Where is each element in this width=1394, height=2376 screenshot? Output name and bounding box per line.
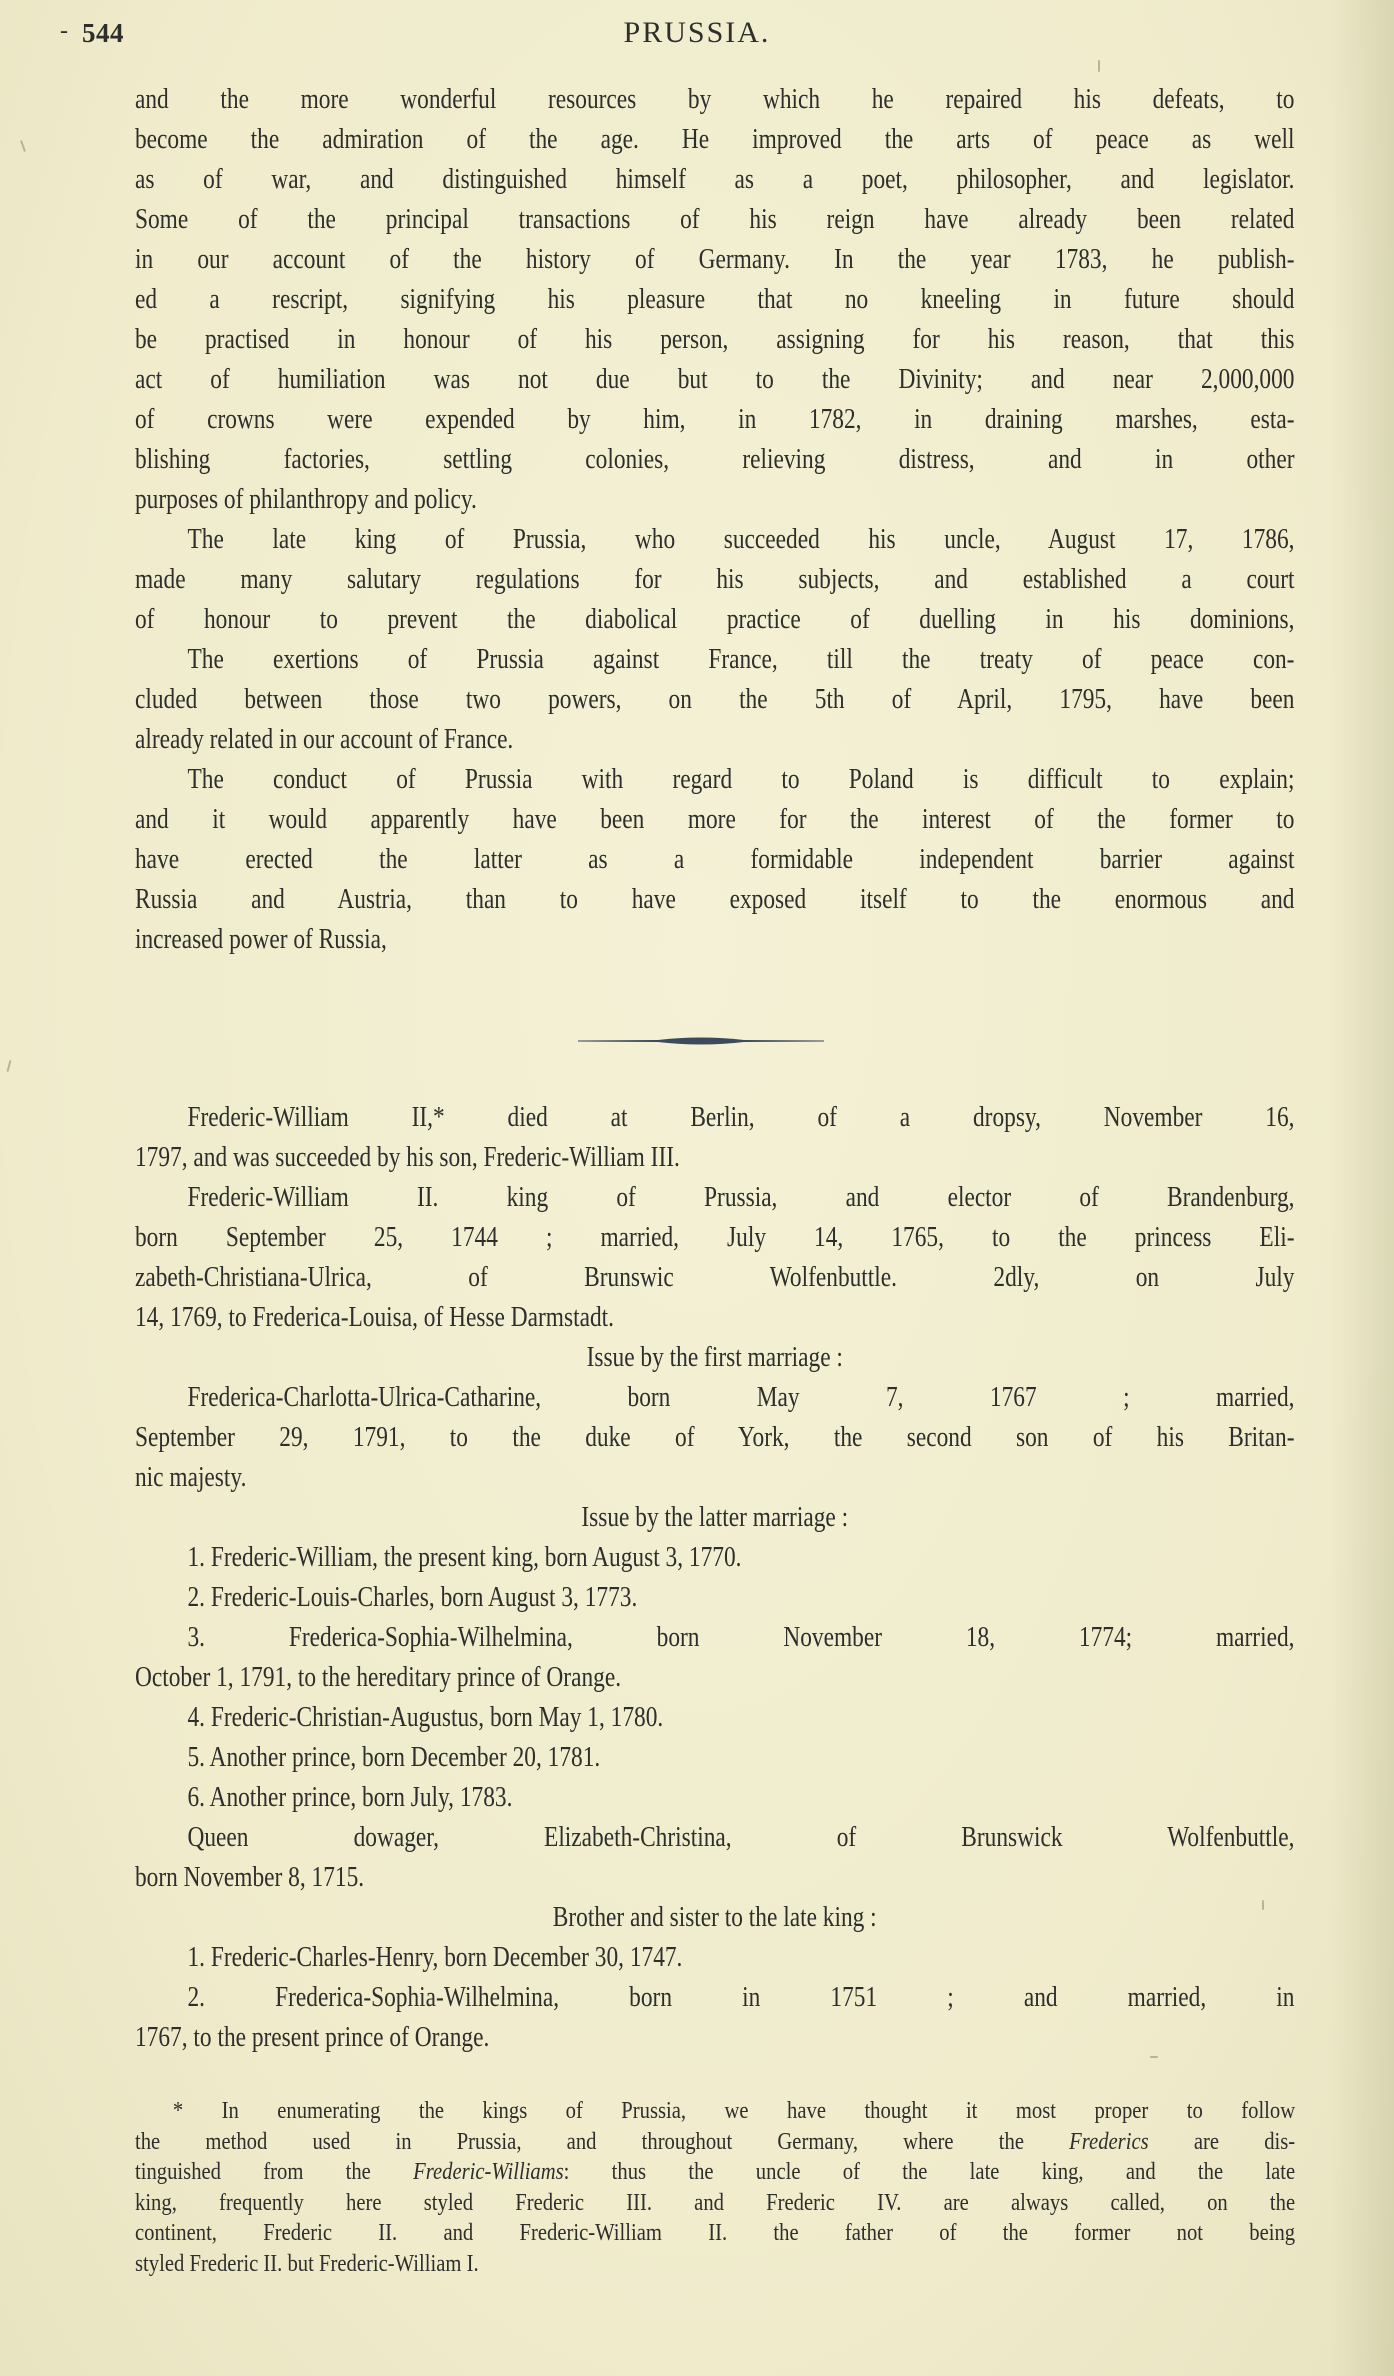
running-head (0, 10, 1394, 50)
list-item: 3. Frederica-Sophia-Wilhelmina, born November 18, 1774; married, (187, 1622, 1295, 1653)
text-line: born November 8, 1715. (135, 1862, 365, 1893)
footnote-line: * In enumerating the kings of Prussia, we have thought it most proper to follow (172, 2098, 1296, 2124)
body-text-a (135, 80, 1294, 960)
paragraph-start: Queen dowager, Elizabeth-Christina, of Brunswick Wolfenbuttle, (187, 1822, 1295, 1853)
text-line: and the more wonderful resources by which he repaired his defeats, to (135, 84, 1295, 115)
text-line: purposes of philanthropy and policy. (135, 484, 477, 515)
text-line: made many salutary regulations for his subjects, and established a court (135, 564, 1295, 595)
body-text-b (135, 1098, 1294, 2058)
page-edge-mark: - (60, 18, 68, 44)
footnote-line: continent, Frederic II. and Frederic-William II. the father of the former not being (135, 2220, 1296, 2246)
footnote-line: styled Frederic II. but Frederic-William I. (135, 2250, 479, 2277)
paper-speck (1098, 60, 1100, 72)
text-line: Russia and Austria, than to have exposed itself to the enormous and (135, 884, 1295, 915)
text-line: 1767, to the present prince of Orange. (135, 2022, 490, 2053)
text-line: September 29, 1791, to the duke of York, the second son of his Britan- (135, 1422, 1295, 1453)
text-line: born September 25, 1744 ; married, July 14, 1765, to the princess Eli- (135, 1222, 1295, 1253)
subheading-siblings: Brother and sister to the late king : (552, 1902, 877, 1933)
paragraph-start: The late king of Prussia, who succeeded his uncle, August 17, 1786, (187, 524, 1295, 555)
paragraph-start: The exertions of Prussia against France, till the treaty of peace con- (187, 644, 1295, 675)
footnote-marker: * (172, 2098, 184, 2124)
subheading-latter-marriage: Issue by the latter marriage : (581, 1502, 849, 1533)
subheading-first-marriage: Issue by the first marriage : (586, 1342, 843, 1373)
paper-speck (1150, 2056, 1158, 2058)
list-item: 6. Another prince, born July, 1783. (187, 1782, 513, 1813)
text-line: of crowns were expended by him, in 1782, in draining marshes, esta- (135, 404, 1295, 435)
text-line: Some of the principal transactions of his reign have already been related (135, 204, 1295, 235)
list-item: 5. Another prince, born December 20, 1781. (187, 1742, 601, 1773)
paper-speck (6, 1060, 11, 1072)
list-item: 4. Frederic-Christian-Augustus, born May 1, 1780. (187, 1702, 664, 1733)
text-line: ed a rescript, signifying his pleasure that no kneeling in future should (135, 284, 1295, 315)
list-item: 2. Frederica-Sophia-Wilhelmina, born in 1751 ; and married, in (187, 1982, 1295, 2013)
text-line: in our account of the history of Germany. In the year 1783, he publish- (135, 244, 1295, 275)
text-line: cluded between those two powers, on the 5th of April, 1795, have been (135, 684, 1295, 715)
list-item: 2. Frederic-Louis-Charles, born August 3, 1773. (187, 1582, 638, 1613)
italic-term: Frederic-Williams (413, 2159, 564, 2185)
footnote (135, 2096, 1295, 2279)
footnote-line: king, frequently here styled Frederic III. and Frederic IV. are always called, on the (135, 2189, 1296, 2216)
list-item: 1. Frederic-Charles-Henry, born December 30, 1747. (187, 1942, 683, 1973)
footnote-line: tinguished from the Frederic-Williams: thus the uncle of the late king, and the late (135, 2159, 1296, 2185)
paragraph-start: The conduct of Prussia with regard to Poland is difficult to explain; (187, 764, 1295, 795)
text-line: and it would apparently have been more for the interest of the former to (135, 804, 1295, 835)
text-line: act of humiliation was not due but to the Divinity; and near 2,000,000 (135, 364, 1295, 395)
section-divider-ornament (578, 1036, 824, 1046)
text-line: be practised in honour of his person, assigning for his reason, that this (135, 324, 1295, 355)
text-line: October 1, 1791, to the hereditary prince of Orange. (135, 1662, 622, 1693)
text-line: increased power of Russia, (135, 924, 387, 955)
section-frederic-ii-reign (135, 80, 1295, 960)
text-line: 1797, and was succeeded by his son, Frederic-William III. (135, 1142, 680, 1173)
paragraph-start: Frederic-William II. king of Prussia, and elector of Brandenburg, (187, 1182, 1295, 1213)
footnote-line: the method used in Prussia, and throughout Germany, where the Frederics are dis- (135, 2128, 1296, 2155)
paragraph-start: Frederic-William II,* died at Berlin, of a dropsy, November 16, (187, 1102, 1295, 1133)
text-line: nic majesty. (135, 1462, 247, 1493)
footnote-text (135, 2096, 1295, 2279)
text-line: become the admiration of the age. He improved the arts of peace as well (135, 124, 1295, 155)
paper-speck (1262, 1900, 1264, 1910)
text-line: 14, 1769, to Frederica-Louisa, of Hesse Darmstadt. (135, 1302, 614, 1333)
running-title: PRUSSIA. (623, 16, 771, 49)
italic-term: Frederics (1069, 2128, 1149, 2155)
text-line: zabeth-Christiana-Ulrica, of Brunswic Wolfenbuttle. 2dly, on July (135, 1262, 1295, 1293)
text-line: blishing factories, settling colonies, relieving distress, and in other (135, 444, 1295, 475)
text-line: as of war, and distinguished himself as a poet, philosopher, and legislator. (135, 164, 1295, 195)
paragraph-start: Frederica-Charlotta-Ulrica-Catharine, born May 7, 1767 ; married, (187, 1382, 1295, 1413)
text-line: already related in our account of France. (135, 724, 514, 755)
text-line: of honour to prevent the diabolical practice of duelling in his dominions, (135, 604, 1295, 635)
list-item: 1. Frederic-William, the present king, born August 3, 1770. (187, 1542, 742, 1573)
page-number: 544 (82, 18, 124, 48)
section-royal-family (135, 1098, 1295, 2058)
text-line: have erected the latter as a formidable independent barrier against (135, 844, 1295, 875)
paper-speck (20, 140, 26, 152)
